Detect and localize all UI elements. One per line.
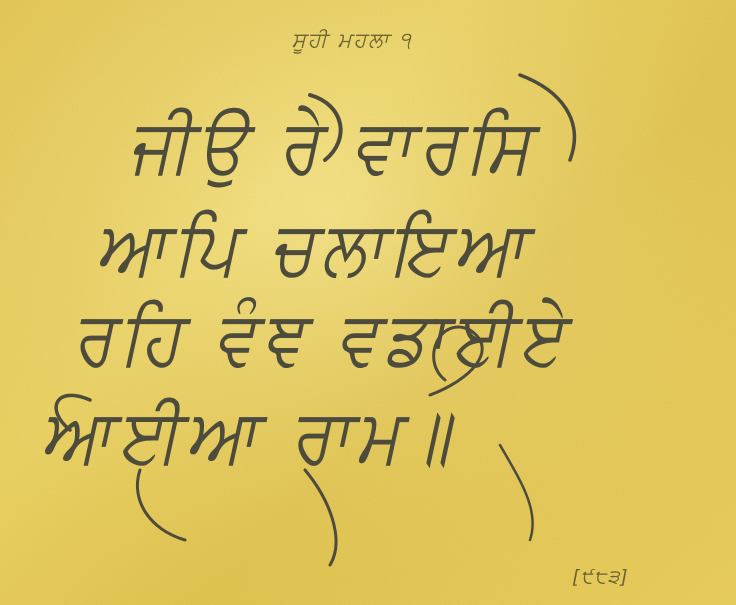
heading: ਸੂਹੀ ਮਹਲਾ ੧ <box>291 28 413 52</box>
page-number: [੯੮੩] <box>572 566 629 588</box>
verse-line-3: ਰਹਿ ਵੰਞ ਵਡਾਈਏ <box>72 294 569 383</box>
verse-line-1: ਜੀਉ ਰੇ ਵਾਰਸਿ <box>128 102 536 191</box>
verse-line-4: ਆਈਆ ਰਾਮ॥ <box>40 392 456 481</box>
verse-line-2: ਆਪਿ ਚਲਾਇਆ <box>95 204 531 293</box>
